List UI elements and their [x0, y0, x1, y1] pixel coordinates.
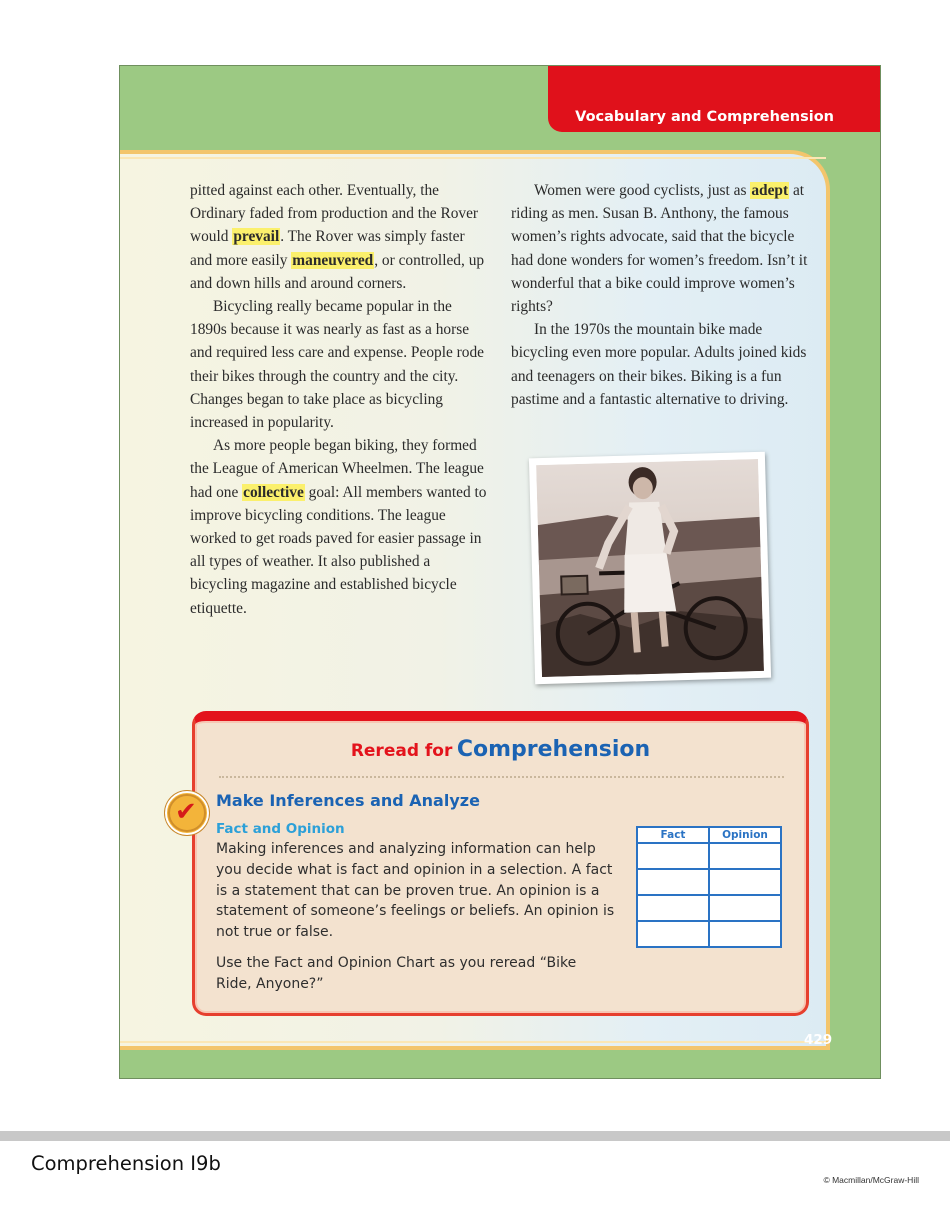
- reread-title-big: Comprehension: [456, 737, 651, 762]
- chart-cell: [709, 843, 781, 869]
- paragraph-text: at riding as men. Susan B. Anthony, the famous women’s rights advocate, said that the bicycle had done wonders for women’s freedom. Isn’t it wonderful that a bike could improve women’s rights?: [511, 182, 808, 316]
- vocabulary-word: collective: [243, 483, 304, 501]
- vocabulary-word: prevail: [233, 228, 280, 246]
- section-tab: [548, 66, 880, 132]
- article-column-left: [190, 179, 490, 620]
- dotted-divider: [219, 776, 784, 778]
- chart-cell: [637, 869, 709, 895]
- reread-for-comprehension-box: [175, 711, 809, 1016]
- opinion-column-header: Opinion: [709, 827, 781, 843]
- article-paragraph: [190, 295, 490, 434]
- vocabulary-word: adept: [751, 182, 789, 199]
- checkmark-icon: ✔: [175, 797, 197, 827]
- paragraph-text: In the 1970s the mountain bike made bicycling even more popular. Adults joined kids and teenagers on their bikes. Biking is a fun pastime and a fantastic alternative to driving.: [511, 321, 807, 408]
- article-paragraph: [511, 179, 811, 318]
- reread-title-small: Reread for: [350, 741, 453, 761]
- strategy-skill-badge-icon: [165, 791, 209, 835]
- paragraph-text: goal: All members wanted to improve bicycling conditions. The league worked to get roads paved for easier passage in all types of weather. It also published a bicycling magazine and established bicycle etiquette.: [190, 483, 487, 617]
- chart-cell: [637, 895, 709, 921]
- paragraph-text: pitted against each other. Eventually, the Ordinary faded from production and the Rover would: [190, 182, 479, 246]
- paragraph-text: . The Rover was simply faster and more easily: [190, 228, 465, 269]
- strategy-heading: Make Inferences and Analyze: [216, 791, 480, 810]
- chart-cell: [709, 869, 781, 895]
- article-paragraph: [511, 318, 811, 411]
- reread-title: [195, 737, 806, 762]
- fact-opinion-chart: [636, 826, 782, 948]
- fact-column-header: Fact: [637, 827, 709, 843]
- photo-image: [536, 459, 764, 677]
- footer-page-label: Comprehension I9b: [31, 1152, 221, 1175]
- paragraph-text: , or controlled, up and down hills and around corners.: [190, 251, 485, 292]
- chart-cell: [709, 895, 781, 921]
- paragraph-text: As more people began biking, they formed the League of American Wheelmen. The league had one: [190, 437, 484, 501]
- paragraph-text: Bicycling really became popular in the 1890s because it was nearly as fast as a horse and required less care and expense. People rode their bikes through the country and the city. Changes began to take place as bicycling increased in popularity.: [190, 298, 485, 432]
- article-paragraph: [190, 434, 490, 620]
- textbook-page: [119, 65, 881, 1079]
- article-column-right: [511, 179, 811, 411]
- footer-divider: [0, 1131, 950, 1141]
- chart-cell: [637, 843, 709, 869]
- chart-instruction: Use the Fact and Opinion Chart as you reread “Bike Ride, Anyone?”: [216, 955, 577, 992]
- paragraph-text: Women were good cyclists, just as: [534, 182, 751, 199]
- vintage-photo-woman-bicycle: [529, 452, 771, 685]
- section-title: Vocabulary and Comprehension: [575, 109, 834, 125]
- article-paragraph: [190, 179, 490, 295]
- skill-explanation: Making inferences and analyzing information can help you decide what is fact and opinion in a selection. A fact is a statement that can be proven true. An opinion is a statement of someone’s feelings or beliefs. An opinion is not true or false.: [216, 841, 615, 941]
- skill-subheading: Fact and Opinion: [216, 821, 345, 837]
- page-number: 429: [804, 1032, 833, 1048]
- chart-cell: [637, 921, 709, 947]
- chart-cell: [709, 921, 781, 947]
- vocabulary-word: maneuvered: [292, 251, 374, 269]
- copyright: © Macmillan/McGraw-Hill: [823, 1175, 919, 1185]
